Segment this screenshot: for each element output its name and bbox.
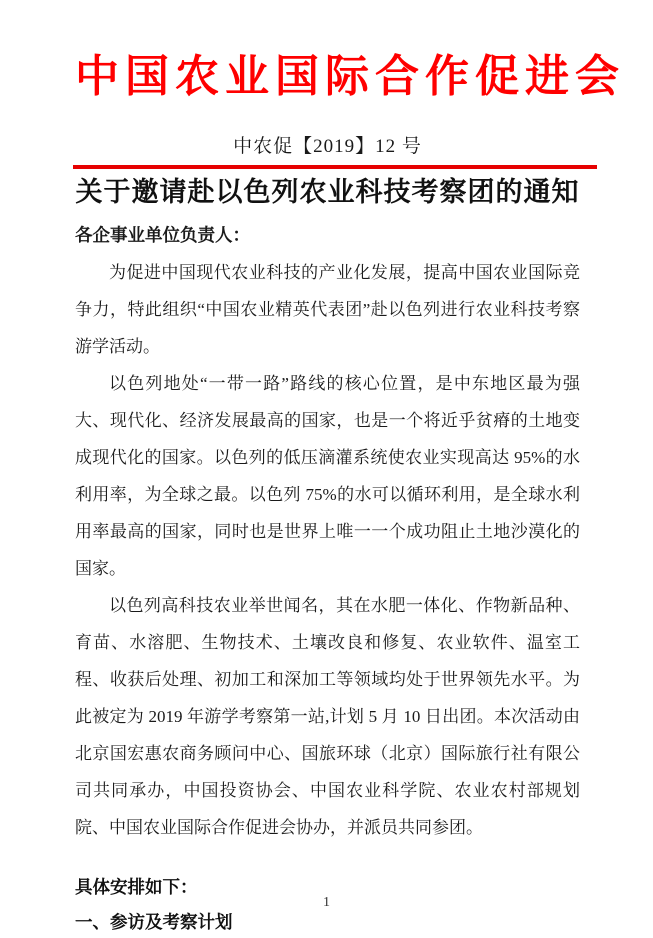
doc-title: 关于邀请赴以色列农业科技考察团的通知: [75, 177, 580, 207]
paragraph-3: 以色列高科技农业举世闻名，其在水肥一体化、作物新品种、育苗、水溶肥、生物技术、土壤改良和修复、农业软件、温室工程、收获后处理、初加工和深加工等领域均处于世界领先水平。为此被定为 2019 年游学考察第一站,计划 5 月 10 日出团。本次活动由北京国宏惠农商务顾问中心、国旅环球（北京）国际旅行社有限公司共同承办，中国投资协会、中国农业科学院、农业农村部规划院、中国农业国际合作促进会协办，并派员共同参团。: [75, 596, 580, 837]
salutation: 各企事业单位负责人：: [75, 225, 250, 245]
org-title: 中国农业国际合作促进会: [75, 52, 625, 101]
document-body: [75, 217, 580, 938]
paragraph-2: 以色列地处“一带一路”路线的核心位置，是中东地区最为强大、现代化、经济发展最高的国家，也是一个将近乎贫瘠的土地变成现代化的国家。以色列的低压滴灌系统使农业实现高达 95%的水利用率，为全球之最。以色列 75%的水可以循环利用，是全球水利用率最高的国家，同时也是世界上唯一一个成功阻止土地沙漠化的国家。: [75, 374, 580, 578]
letterhead: [75, 50, 625, 209]
paragraph-1: 为促进中国现代农业科技的产业化发展，提高中国农业国际竞争力，特此组织“中国农业精英代表团”赴以色列进行农业科技考察游学活动。: [75, 263, 580, 356]
red-divider-rule: [73, 165, 597, 169]
arrangement-heading: 具体安排如下：: [75, 877, 198, 897]
page-number: 1: [323, 895, 330, 910]
section-heading: 一、参访及考察计划: [75, 912, 233, 932]
doc-number: 中农促【2019】12 号: [233, 136, 422, 157]
